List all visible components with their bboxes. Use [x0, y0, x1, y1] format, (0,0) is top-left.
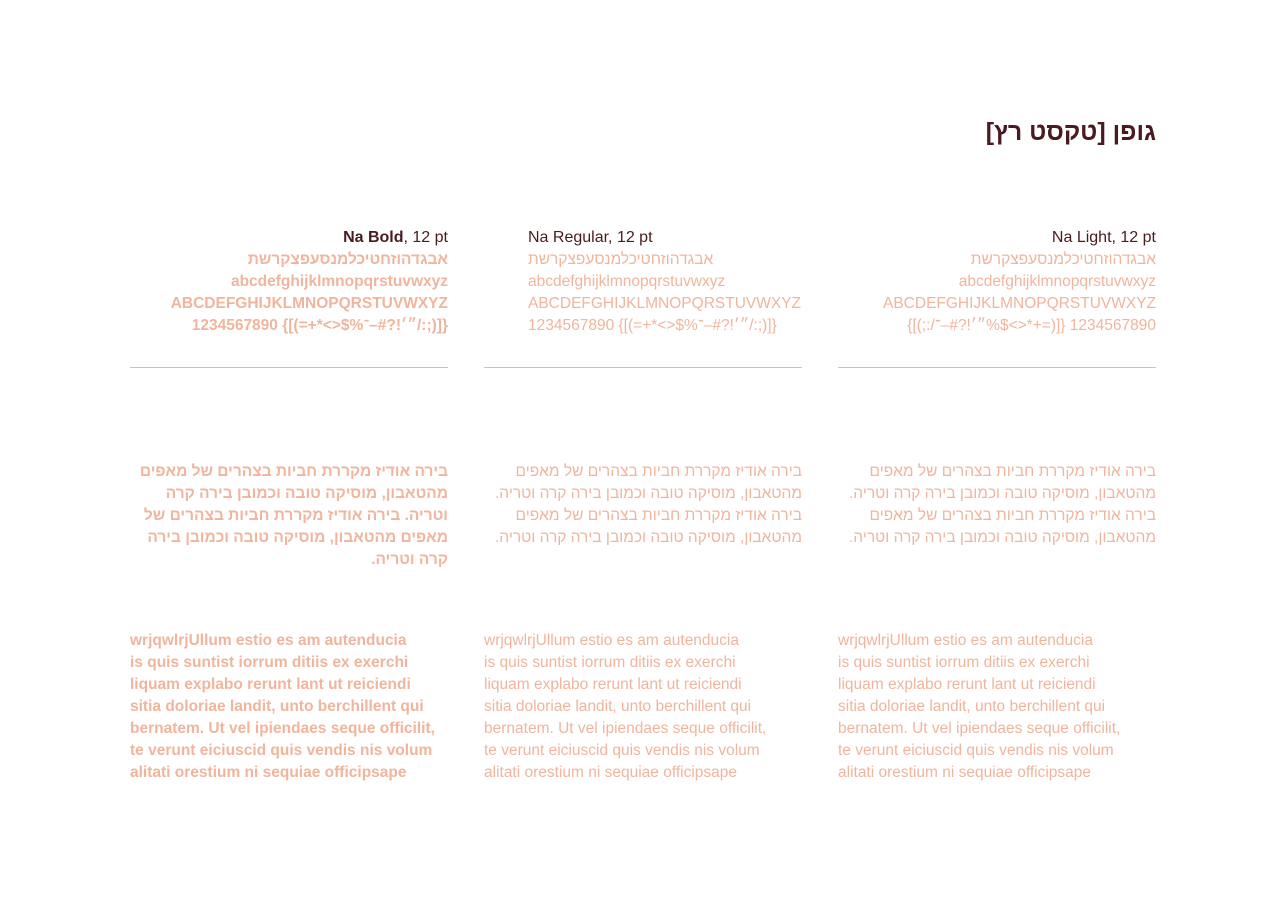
latin-line: bernatem. Ut vel ipiendaes seque officilit, [130, 720, 435, 737]
latin-line: alitati orestium ni sequiae officipsape [130, 764, 407, 781]
latin-line: wrjqwlrjUllum estio es am autenducia [130, 632, 407, 649]
latin-line: te verunt eiciuscid quis vendis nis volum [484, 742, 760, 759]
glyph-set-regular [528, 249, 801, 337]
latin-line: is quis suntist iorrum ditiis ex exerchi [130, 654, 409, 671]
font-name: Na Bold [343, 229, 404, 246]
glyph-numbers-symbols: 1234567890 {[(=+*<>$%״׳!?#–־/:;)]} [191, 317, 448, 334]
hebrew-sample-paragraph: בירה אודיז מקררת חביות בצהרים של מאפים מהטאבון, מוסיקה טובה וכמובן בירה קרה וטריה. בירה אודיז מקררת חביות בצהרים של מאפים מהטאבון, מוסיקה טובה וכמובן בירה קרה וטריה. [139, 463, 448, 568]
divider-line [130, 367, 448, 368]
hebrew-sample-paragraph: בירה אודיז מקררת חביות בצהרים של מאפים מהטאבון, מוסיקה טובה וכמובן בירה קרה וטריה. בירה אודיז מקררת חביות בצהרים של מאפים מהטאבון, מוסיקה טובה וכמובן בירה קרה וטריה. [495, 463, 802, 546]
divider-line [838, 367, 1156, 368]
font-name: Na Light [1051, 229, 1112, 246]
glyph-numbers-symbols: 1234567890 {[(=+*<>$%״׳!?#–־/:;)]} [907, 317, 1156, 334]
glyph-hebrew: אבגדהוזחטיכלמנסעפצקרשת [970, 251, 1156, 268]
glyph-set-light [883, 249, 1156, 337]
glyph-uppercase: ABCDEFGHIJKLMNOPQRSTUVWXYZ [883, 295, 1156, 312]
latin-line: liquam explabo rerunt lant ut reiciendi [130, 676, 411, 693]
latin-line: sitia doloriae landit, unto berchillent qui [484, 698, 752, 715]
latin-sample-paragraph [130, 630, 452, 784]
glyph-lowercase: abcdefghijklmnopqrstuvwxyz [958, 273, 1156, 290]
font-label-regular [528, 227, 653, 249]
latin-line: sitia doloriae landit, unto berchillent qui [130, 698, 424, 715]
latin-sample-paragraph [838, 630, 1160, 784]
latin-line: te verunt eiciuscid quis vendis nis volum [838, 742, 1114, 759]
font-size: , 12 pt [1111, 229, 1156, 246]
glyph-uppercase: ABCDEFGHIJKLMNOPQRSTUVWXYZ [528, 295, 801, 312]
latin-line: is quis suntist iorrum ditiis ex exerchi [838, 654, 1090, 671]
latin-line: bernatem. Ut vel ipiendaes seque officilit, [838, 720, 1121, 737]
latin-sample-paragraph [484, 630, 806, 784]
glyph-uppercase: ABCDEFGHIJKLMNOPQRSTUVWXYZ [170, 295, 448, 312]
glyph-numbers-symbols: 1234567890 {[(=+*<>$%״׳!?#–־/:;)]} [528, 317, 777, 334]
font-name: Na Regular [528, 229, 609, 246]
font-size: , 12 pt [403, 229, 448, 246]
latin-line: te verunt eiciuscid quis vendis nis volum [130, 742, 433, 759]
latin-line: wrjqwlrjUllum estio es am autenducia [484, 632, 739, 649]
font-size: , 12 pt [608, 229, 653, 246]
glyph-hebrew: אבגדהוזחטיכלמנסעפצקרשת [528, 251, 714, 268]
latin-line: sitia doloriae landit, unto berchillent qui [838, 698, 1106, 715]
latin-line: liquam explabo rerunt lant ut reiciendi [838, 676, 1096, 693]
font-label-light [1052, 227, 1156, 249]
divider-line [484, 367, 802, 368]
latin-line: is quis suntist iorrum ditiis ex exerchi [484, 654, 736, 671]
glyph-lowercase: abcdefghijklmnopqrstuvwxyz [230, 273, 448, 290]
glyph-lowercase: abcdefghijklmnopqrstuvwxyz [528, 273, 726, 290]
hebrew-sample-paragraph: בירה אודיז מקררת חביות בצהרים של מאפים מהטאבון, מוסיקה טובה וכמובן בירה קרה וטריה. בירה אודיז מקררת חביות בצהרים של מאפים מהטאבון, מוסיקה טובה וכמובן בירה קרה וטריה. [849, 463, 1156, 546]
page-title: גופן [טקסט רץ] [985, 118, 1156, 146]
glyph-hebrew: אבגדהוזחטיכלמנסעפצקרשת [247, 251, 448, 268]
latin-line: alitati orestium ni sequiae officipsape [838, 764, 1092, 781]
latin-line: alitati orestium ni sequiae officipsape [484, 764, 738, 781]
font-label-bold [343, 227, 448, 249]
glyph-set-bold [171, 249, 448, 337]
latin-line: wrjqwlrjUllum estio es am autenducia [838, 632, 1093, 649]
latin-line: bernatem. Ut vel ipiendaes seque officilit, [484, 720, 767, 737]
latin-line: liquam explabo rerunt lant ut reiciendi [484, 676, 742, 693]
